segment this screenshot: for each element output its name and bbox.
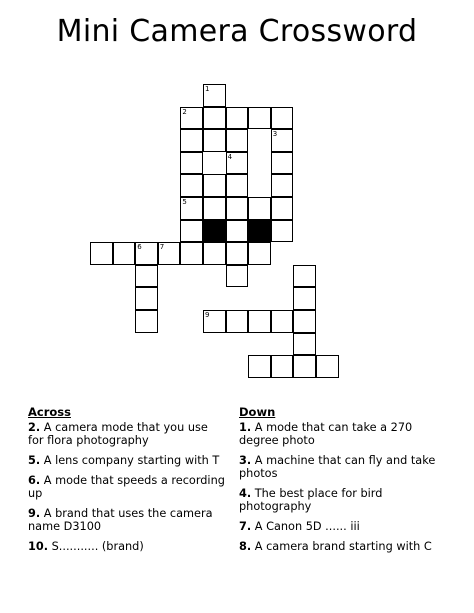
grid-cell[interactable] bbox=[271, 220, 294, 243]
across-heading: Across bbox=[28, 405, 71, 419]
cell-number: 2 bbox=[182, 107, 187, 116]
cell-number: 6 bbox=[137, 243, 142, 252]
cell-number: 7 bbox=[159, 243, 165, 252]
clue-text: A brand that uses the camera name D3100 bbox=[28, 507, 213, 533]
clue-down-7 bbox=[239, 520, 439, 533]
grid-cell[interactable] bbox=[158, 242, 181, 265]
cell-number: 9 bbox=[205, 311, 210, 319]
clue-text: A mode that speeds a recording up bbox=[28, 474, 225, 500]
grid-cell[interactable] bbox=[293, 310, 316, 333]
across-clues bbox=[28, 406, 226, 560]
grid-cell[interactable] bbox=[316, 355, 339, 378]
grid-cell[interactable] bbox=[180, 174, 203, 197]
clue-number: 6. bbox=[28, 474, 41, 487]
black-square bbox=[248, 220, 271, 243]
grid-cell[interactable] bbox=[293, 287, 316, 310]
clue-down-3 bbox=[239, 454, 439, 480]
grid-cell[interactable] bbox=[226, 129, 249, 152]
grid-cell[interactable] bbox=[180, 197, 203, 220]
grid-cell[interactable] bbox=[135, 265, 158, 288]
clue-number: 2. bbox=[28, 421, 41, 434]
clue-text: A machine that can fly and take photos bbox=[239, 454, 436, 480]
grid-cell[interactable] bbox=[293, 355, 316, 378]
grid-cell[interactable] bbox=[180, 152, 203, 175]
down-clues bbox=[239, 406, 439, 560]
grid-cell[interactable] bbox=[271, 129, 294, 152]
grid-cell[interactable] bbox=[135, 242, 158, 265]
grid-cell[interactable] bbox=[135, 287, 158, 310]
grid-cell[interactable] bbox=[203, 107, 226, 130]
grid-cell[interactable] bbox=[203, 197, 226, 220]
grid-cell[interactable] bbox=[226, 220, 249, 243]
grid-cell[interactable] bbox=[248, 197, 271, 220]
clue-number: 4. bbox=[239, 487, 252, 500]
clue-text: A mode that can take a 270 degree photo bbox=[239, 421, 413, 447]
grid-cell[interactable] bbox=[226, 152, 249, 175]
cell-number: 4 bbox=[227, 152, 233, 161]
clue-text: A camera mode that you use for flora photography bbox=[28, 421, 208, 447]
clue-down-4 bbox=[239, 487, 439, 513]
clue-across-2 bbox=[28, 421, 226, 447]
clue-down-8 bbox=[239, 540, 439, 553]
grid-cell[interactable] bbox=[271, 355, 294, 378]
grid-cell[interactable] bbox=[180, 107, 203, 130]
grid-cell[interactable] bbox=[203, 174, 226, 197]
puzzle-title: Mini Camera Crossword bbox=[56, 14, 418, 49]
clue-text: The best place for bird photography bbox=[239, 487, 383, 513]
clue-across-6 bbox=[28, 474, 226, 500]
clue-number: 3. bbox=[239, 454, 252, 467]
grid-cell[interactable] bbox=[180, 220, 203, 243]
grid-cell[interactable] bbox=[203, 310, 226, 333]
grid-cell[interactable] bbox=[203, 84, 226, 107]
clue-across-9 bbox=[28, 507, 226, 533]
clue-number: 5. bbox=[28, 454, 41, 467]
grid-cell[interactable] bbox=[180, 242, 203, 265]
clue-text: A Canon 5D ...... iii bbox=[254, 520, 360, 533]
grid-cell[interactable] bbox=[90, 242, 113, 265]
grid-cell[interactable] bbox=[135, 310, 158, 333]
clue-number: 1. bbox=[239, 421, 252, 434]
cell-number: 1 bbox=[205, 85, 210, 93]
grid-cell[interactable] bbox=[226, 197, 249, 220]
clue-text: S........... (brand) bbox=[51, 540, 144, 553]
black-square bbox=[203, 220, 226, 243]
clue-number: 10. bbox=[28, 540, 49, 553]
grid-cell[interactable] bbox=[180, 129, 203, 152]
grid-cell[interactable] bbox=[293, 333, 316, 356]
grid-cell[interactable] bbox=[271, 174, 294, 197]
grid-cell[interactable] bbox=[203, 242, 226, 265]
cell-number: 3 bbox=[272, 130, 278, 139]
down-heading: Down bbox=[239, 405, 276, 419]
grid-cell[interactable] bbox=[248, 242, 271, 265]
grid-cell[interactable] bbox=[271, 310, 294, 333]
grid-cell[interactable] bbox=[248, 355, 271, 378]
cell-number: 5 bbox=[182, 198, 187, 206]
clue-text: A camera brand starting with C bbox=[254, 540, 432, 553]
clue-number: 8. bbox=[239, 540, 252, 553]
grid-cell[interactable] bbox=[113, 242, 136, 265]
clue-across-5 bbox=[28, 454, 226, 467]
grid-cell[interactable] bbox=[271, 197, 294, 220]
grid-cell[interactable] bbox=[226, 174, 249, 197]
grid-cell[interactable] bbox=[226, 107, 249, 130]
grid-cell[interactable] bbox=[226, 242, 249, 265]
clue-text: A lens company starting with T bbox=[43, 454, 220, 467]
grid-cell[interactable] bbox=[271, 107, 294, 130]
grid-cell[interactable] bbox=[248, 310, 271, 333]
clue-across-10 bbox=[28, 540, 226, 553]
grid-cell[interactable] bbox=[226, 265, 249, 288]
clue-down-1 bbox=[239, 421, 439, 447]
clue-number: 9. bbox=[28, 507, 41, 520]
grid-cell[interactable] bbox=[226, 310, 249, 333]
grid-cell[interactable] bbox=[203, 129, 226, 152]
grid-cell[interactable] bbox=[271, 152, 294, 175]
clue-number: 7. bbox=[239, 520, 252, 533]
grid-cell[interactable] bbox=[293, 265, 316, 288]
grid-cell[interactable] bbox=[248, 107, 271, 130]
